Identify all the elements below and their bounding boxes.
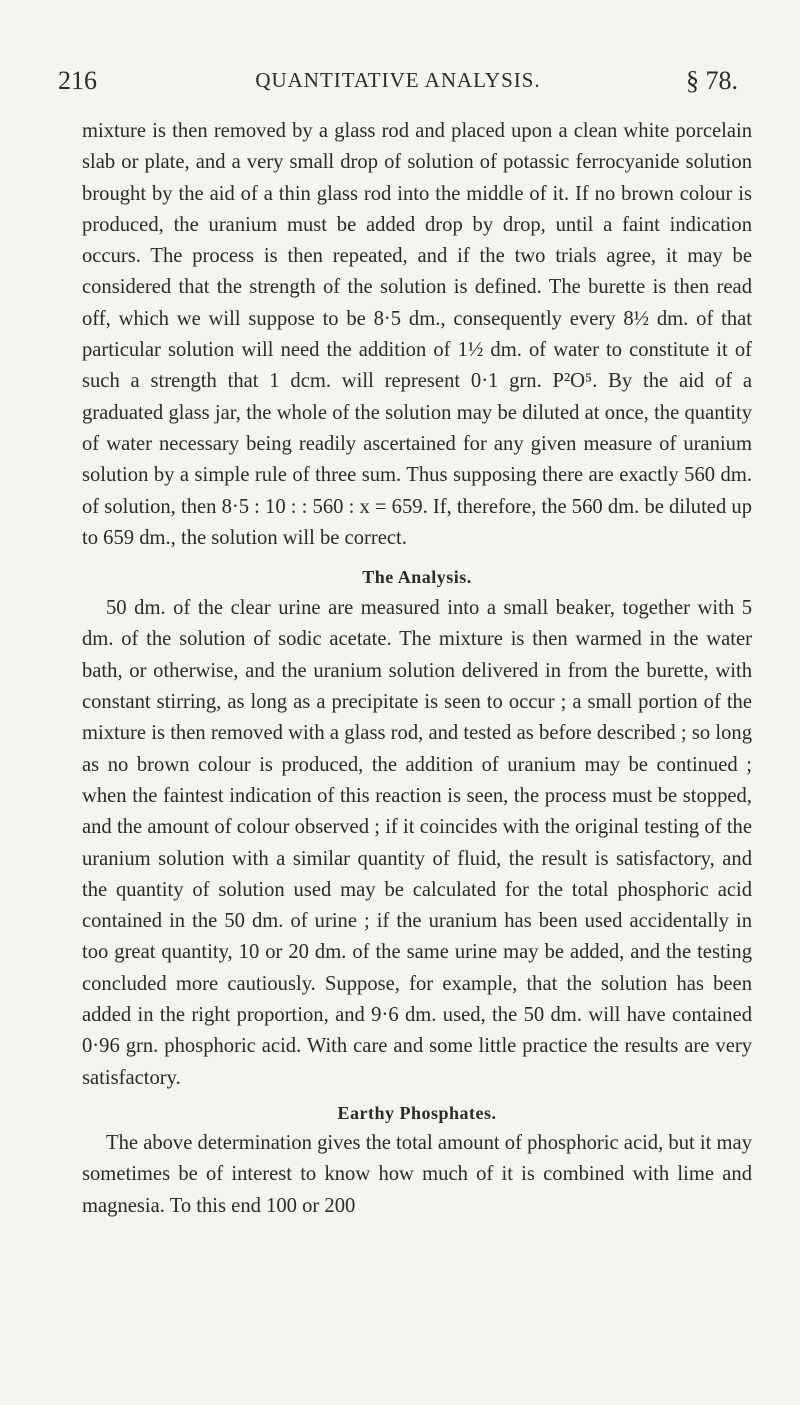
paragraph-analysis: 50 dm. of the clear urine are measured into a small beaker, together with 5 dm. of the solution of sodic acetate. The mixture is then warmed in the water bath, or otherwise, and the uranium solution delivered in from the burette, with constant stirring, as long as a precipitate is seen to occur ; a small portion of the mixture is then removed with a glass rod, and tested as before described ; so long as no brown colour is produced, the addition of uranium may be continued ; when the faintest indication of this reaction is seen, the process must be stopped, and the amount of colour observed ; if it coincides with the original testing of the uranium solution with a similar quantity of fluid, the result is satisfactory, and the quantity of solution used may be calculated for the total phosphoric acid contained in the 50 dm. of urine ; if the uranium has been used accidentally in too great quantity, 10 or 20 dm. of the same urine may be added, and the testing concluded more cautiously. Suppose, for example, that the solution has been added in the right proportion, and 9·6 dm. used, the 50 dm. will have contained 0·96 grn. phosphoric acid. With care and some little practice the results are very satisfactory. <box>82 597 752 1089</box>
section-number: § 78. <box>686 66 738 95</box>
paragraph-earthy-phosphates: The above determination gives the total amount of phosphoric acid, but it may sometimes be of interest to know how much of it is combined with lime and magnesia. To this end 100 or 200 <box>82 1131 752 1217</box>
body-text <box>82 116 752 1222</box>
running-title: QUANTITATIVE ANALYSIS. <box>255 68 541 92</box>
page-number: 216 <box>58 66 97 95</box>
section-heading-earthy-phosphates: Earthy Phosphates. <box>337 1102 497 1123</box>
section-heading-analysis: The Analysis. <box>362 567 472 588</box>
page-header <box>58 66 738 106</box>
paragraph-continued: mixture is then removed by a glass rod and placed upon a clean white porcelain slab or plate, and a very small drop of solution of potassic ferrocyanide solution brought by the aid of a thin glass rod into the middle of it. If no brown colour is produced, the uranium must be added drop by drop, until a faint indication occurs. The process is then repeated, and if the two trials agree, it may be considered that the strength of the solution is defined. The burette is then read off, which we will suppose to be 8·5 dm., consequently every 8½ dm. of that particular solution will need the addition of 1½ dm. of water to constitute it of such a strength that 1 dcm. will represent 0·1 grn. P²O⁵. By the aid of a graduated glass jar, the whole of the solution may be diluted at once, the quantity of water necessary being readily ascertained for any given measure of uranium solution by a simple rule of three sum. Thus supposing there are exactly 560 dm. of solution, then 8·5 : 10 : : 560 : x = 659. If, therefore, the 560 dm. be diluted up to 659 dm., the solution will be correct. <box>82 120 752 549</box>
